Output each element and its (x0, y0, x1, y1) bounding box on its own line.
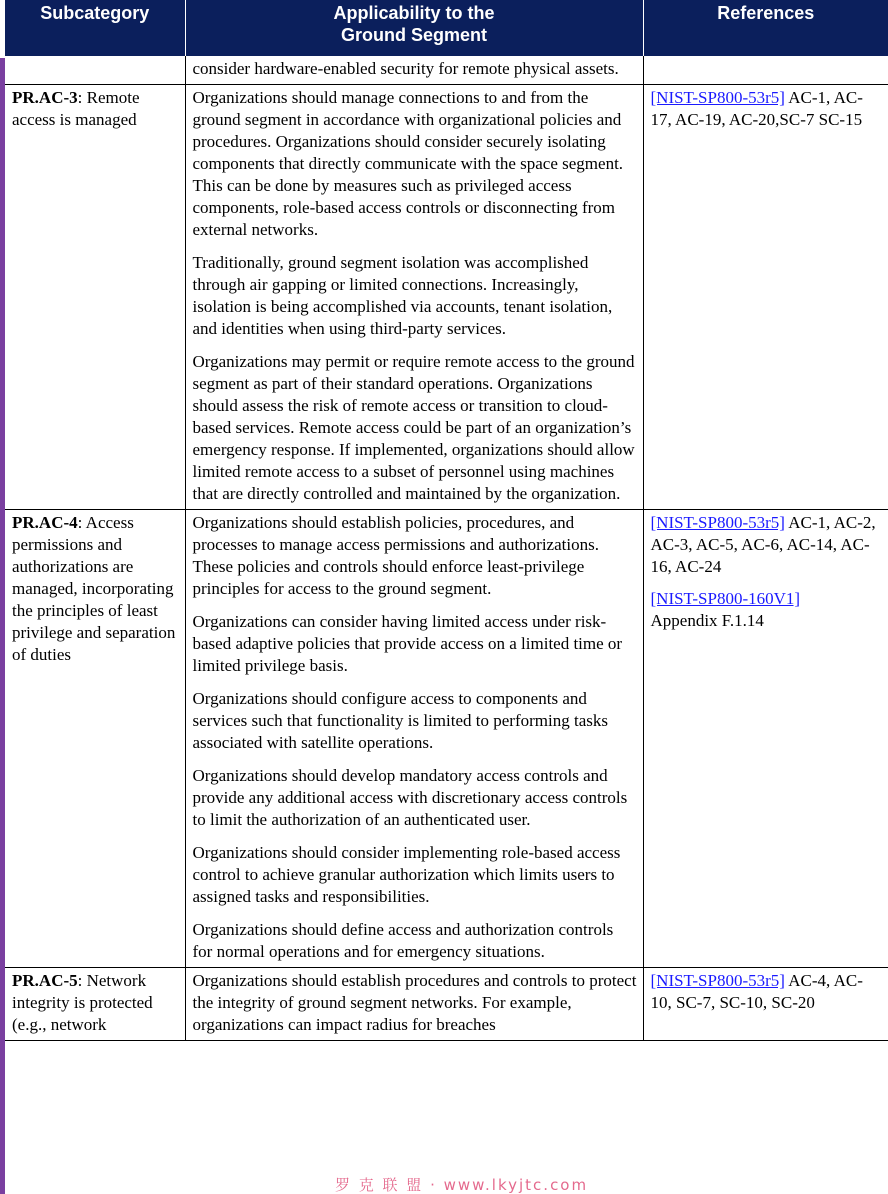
applicability-paragraph: Organizations should define access and authorization controls for normal operations and for emergency situations. (192, 920, 614, 961)
reference-link[interactable]: [NIST-SP800-53r5] (650, 88, 785, 107)
reference-entry (651, 970, 883, 1014)
header-applicability-line1: Applicability to the (333, 3, 495, 23)
watermark: 罗 克 联 盟 · www.lkyjtc.com (335, 1176, 589, 1194)
table-row-pr-ac-3 (5, 85, 888, 510)
header-applicability-line2: Ground Segment (340, 25, 487, 45)
reference-text: AC-1, AC-17, AC-19, AC-20,SC-7 SC-15 (650, 88, 863, 129)
continuation-references-cell (643, 56, 888, 85)
reference-entry (651, 588, 883, 632)
continuation-subcategory-cell (5, 56, 185, 85)
subcategory-description: : Access permissions and authorizations are managed, incorporating the principles of least privilege and separation of duties (12, 513, 176, 664)
reference-entry (651, 512, 883, 578)
reference-entry (651, 87, 883, 131)
subcategory-cell (5, 968, 185, 1041)
applicability-cell (185, 510, 643, 968)
applicability-paragraph: Organizations can consider having limited access under risk-based adaptive policies that provide access on a limited time or limited privilege basis. (192, 612, 623, 675)
applicability-paragraph: Organizations should develop mandatory access controls and provide any additional access with discretionary access controls to limit the authorization of an authenticated user. (192, 766, 628, 829)
reference-text: AC-4, AC-10, SC-7, SC-10, SC-20 (650, 971, 863, 1012)
header-references: References (643, 0, 888, 56)
applicability-paragraph: Organizations should manage connections to and from the ground segment in accordance with organizational policies and procedures. Organizations should consider securely isolating components that directly communicate with the space segment. This can be done by measures such as privileged access components, role-based access controls or disconnecting from external networks. (192, 88, 624, 239)
subcategory-cell (5, 510, 185, 968)
reference-link[interactable]: [NIST-SP800-160V1] (650, 589, 801, 608)
references-cell (643, 968, 888, 1041)
subcategory-id: PR.AC-5 (12, 971, 78, 990)
subcategory-id: PR.AC-4 (12, 513, 78, 532)
reference-link[interactable]: [NIST-SP800-53r5] (650, 513, 785, 532)
applicability-paragraph: Organizations should establish procedures and controls to protect the integrity of ground segment networks. For example, organizations can impact radius for breaches (192, 971, 637, 1034)
applicability-paragraph: Traditionally, ground segment isolation was accomplished through air gapping or limited connections. Increasingly, isolation is being accomplished via accounts, tenant isolation, and identities when using third-party services. (192, 253, 613, 338)
subcategory-table (5, 0, 888, 1041)
applicability-paragraph: Organizations may permit or require remote access to the ground segment as part of their standard operations. Organizations should assess the risk of remote access or transition to cloud-based services. Remote access could be part of an organization’s emergency response. If implemented, organizations should allow limited remote access to a subset of personnel using machines that are directly controlled and maintained by the organization. (192, 352, 635, 503)
applicability-paragraph: Organizations should configure access to components and services such that functionality is limited to performing tasks associated with satellite operations. (192, 689, 608, 752)
subcategory-description: : Remote access is managed (12, 88, 140, 129)
subcategory-id: PR.AC-3 (12, 88, 78, 107)
applicability-paragraph: Organizations should establish policies, procedures, and processes to manage access permissions and authorizations. These policies and controls should enforce least-privilege principles for access to the ground segment. (192, 513, 599, 598)
reference-text: Appendix F.1.14 (650, 611, 764, 630)
references-cell (643, 85, 888, 510)
applicability-cell (185, 968, 643, 1041)
table-header-row (5, 0, 888, 56)
applicability-cell (185, 85, 643, 510)
table-row-continuation (5, 56, 888, 85)
continuation-text: consider hardware-enabled security for remote physical assets. (185, 56, 643, 85)
subcategory-description: : Network integrity is protected (e.g., network (12, 971, 153, 1034)
table-row-pr-ac-4 (5, 510, 888, 968)
applicability-paragraph: Organizations should consider implementing role-based access control to achieve granular authorization which limits users to assigned tasks and responsibilities. (192, 843, 621, 906)
table-row-pr-ac-5 (5, 968, 888, 1041)
reference-link[interactable]: [NIST-SP800-53r5] (650, 971, 785, 990)
header-applicability (185, 0, 643, 56)
header-subcategory: Subcategory (5, 0, 185, 56)
subcategory-cell (5, 85, 185, 510)
reference-text: AC-1, AC-2, AC-3, AC-5, AC-6, AC-14, AC-16, AC-24 (650, 513, 876, 576)
references-cell (643, 510, 888, 968)
